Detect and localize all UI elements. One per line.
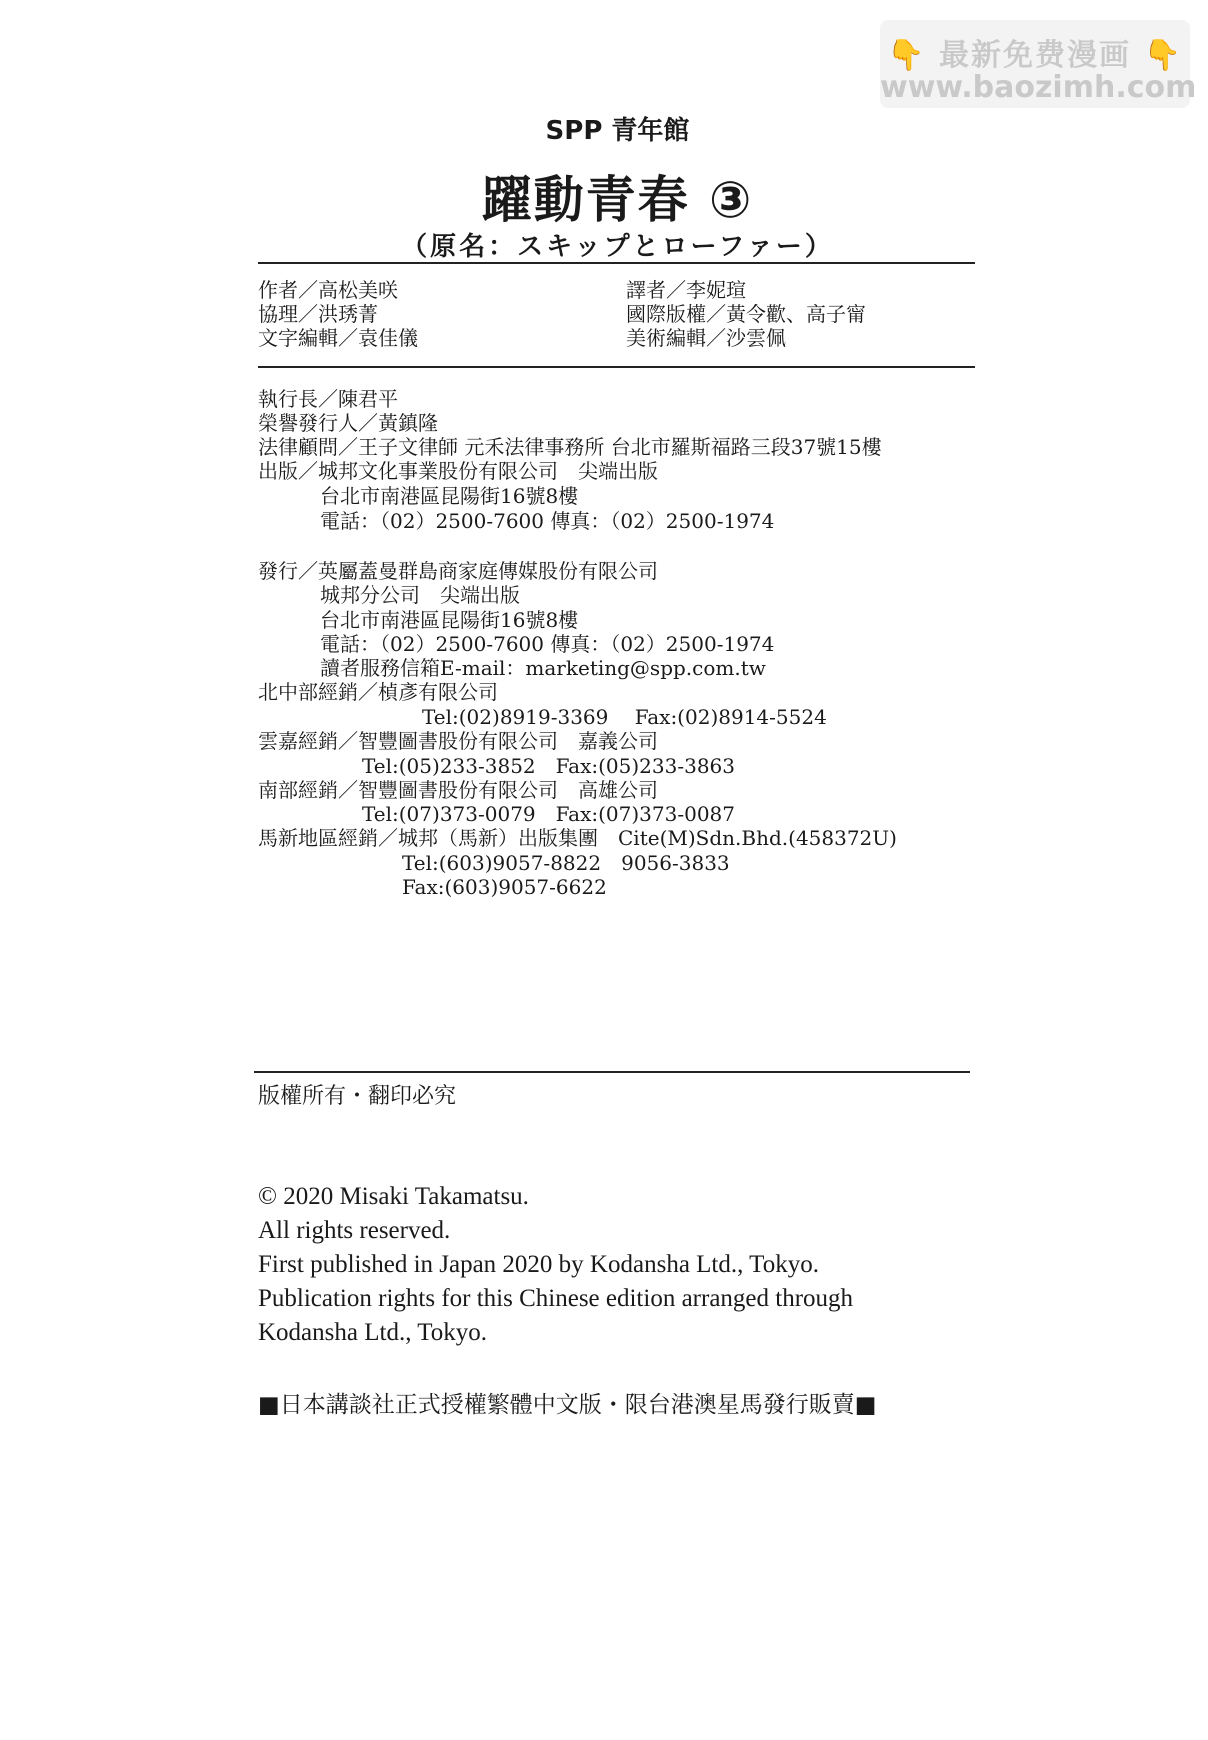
license-banner: ■日本講談社正式授權繁體中文版・限台港澳星馬發行販賣■ [258, 1392, 877, 1418]
watermark-url: www.baozimh.com [880, 70, 1197, 105]
watermark-text: 最新免费漫画 [939, 38, 1131, 73]
staff-publisher-phone: 電話：（02）2500-7600 傳真：（02）2500-1974 [320, 509, 775, 533]
dist-south: 南部經銷／智豐圖書股份有限公司 高雄公司 [258, 778, 658, 802]
credit-assistant: 協理／洪琇菁 [258, 302, 378, 326]
dist-north-contact: Tel:(02)8919-3369 Fax:(02)8914-5524 [422, 705, 827, 729]
staff-ceo: 執行長／陳君平 [258, 387, 398, 411]
dist-address: 台北市南港區昆陽街16號8樓 [320, 608, 579, 632]
dist-malaysia: 馬新地區經銷／城邦（馬新）出版集團 Cite(M)Sdn.Bhd.(458372U) [258, 826, 897, 850]
credit-author: 作者／高松美咲 [258, 278, 398, 302]
english-line-1: © 2020 Misaki Takamatsu. [258, 1183, 529, 1210]
staff-publisher: 出版／城邦文化事業股份有限公司 尖端出版 [258, 459, 658, 483]
pointing-hand-icon: 👇 [1143, 38, 1183, 73]
dist-phone: 電話：（02）2500-7600 傳真：（02）2500-1974 [320, 632, 775, 656]
english-line-2: All rights reserved. [258, 1217, 451, 1244]
english-line-4: Publication rights for this Chinese edition arranged through [258, 1285, 854, 1312]
staff-publisher-address: 台北市南港區昆陽街16號8樓 [320, 484, 579, 508]
credit-translator: 譯者／李妮瑄 [626, 278, 746, 302]
credit-text-editor: 文字編輯／袁佳儀 [258, 326, 418, 350]
pointing-hand-icon: 👇 [887, 38, 927, 73]
english-line-3: First published in Japan 2020 by Kodansha Ltd., Tokyo. [258, 1251, 819, 1278]
book-title: 躍動青春 ③ [481, 171, 754, 229]
original-title: （原名：スキップとローファー） [401, 232, 834, 262]
divider [258, 366, 975, 368]
divider [258, 262, 975, 264]
dist-malaysia-tel: Tel:(603)9057-8822 9056-3833 [402, 851, 730, 875]
dist-distributor: 發行／英屬蓋曼群島商家庭傳媒股份有限公司 [258, 559, 658, 583]
dist-yunjia-contact: Tel:(05)233-3852 Fax:(05)233-3863 [362, 754, 735, 778]
watermark [880, 20, 1197, 108]
dist-south-contact: Tel:(07)373-0079 Fax:(07)373-0087 [362, 802, 735, 826]
dist-branch: 城邦分公司 尖端出版 [320, 583, 520, 607]
dist-yunjia: 雲嘉經銷／智豐圖書股份有限公司 嘉義公司 [258, 729, 658, 753]
dist-email: 讀者服務信箱E-mail：marketing@spp.com.tw [320, 656, 766, 680]
copyright-notice: 版權所有・翻印必究 [258, 1084, 457, 1109]
english-line-5: Kodansha Ltd., Tokyo. [258, 1319, 488, 1346]
credit-art-editor: 美術編輯／沙雲佩 [626, 326, 786, 350]
staff-legal: 法律顧問／王子文律師 元禾法律事務所 台北市羅斯福路三段37號15樓 [258, 435, 882, 459]
staff-honorary-publisher: 榮譽發行人／黃鎮隆 [258, 411, 438, 435]
divider [254, 1071, 970, 1073]
dist-north: 北中部經銷／楨彥有限公司 [258, 680, 498, 704]
imprint-label: SPP 青年館 [545, 116, 690, 146]
credit-rights: 國際版權／黃令歡、高子甯 [626, 302, 866, 326]
dist-malaysia-fax: Fax:(603)9057-6622 [402, 875, 607, 899]
